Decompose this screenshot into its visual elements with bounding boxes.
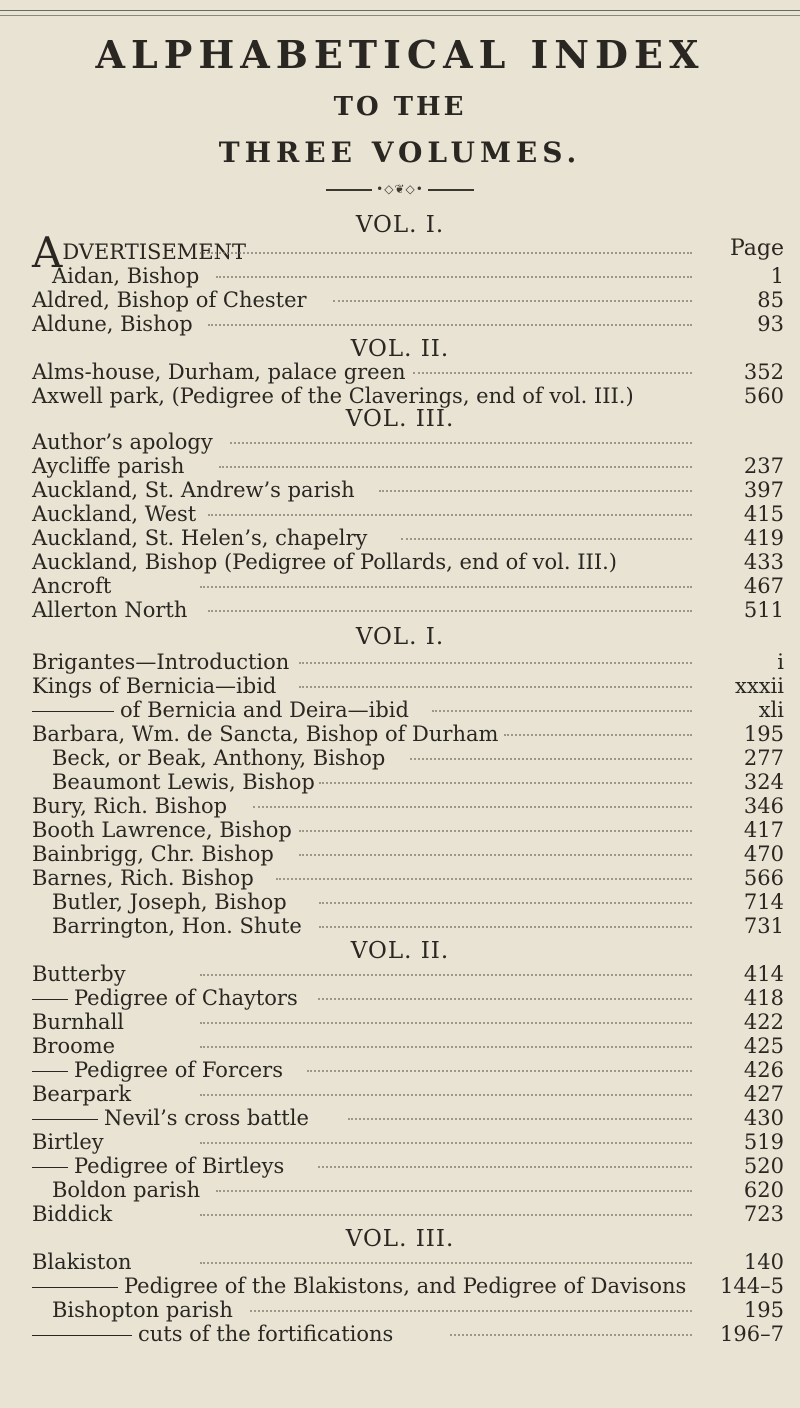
entry-label — [32, 1106, 309, 1130]
entry-page-number: 277 — [743, 746, 784, 770]
entry-text: DVERTISEMENT — [62, 240, 246, 264]
ditto-dash — [32, 1071, 68, 1072]
entry-text: Pedigree of Chaytors — [74, 986, 298, 1010]
leader-dots — [319, 926, 692, 928]
entry-page-number: 415 — [743, 502, 784, 526]
index-entry — [0, 1058, 800, 1084]
ditto-dash — [32, 1119, 98, 1120]
entry-text: Burnhall — [32, 1010, 124, 1034]
index-entry — [0, 1034, 800, 1060]
leader-dots — [401, 538, 692, 540]
entry-page-number: 467 — [743, 574, 784, 598]
entry-text: Allerton North — [32, 598, 188, 622]
entry-label — [32, 698, 409, 722]
entry-text: Booth Lawrence, Bishop — [32, 818, 292, 842]
entry-label — [52, 1178, 200, 1202]
entry-text: Butler, Joseph, Bishop — [52, 890, 287, 914]
entry-label — [32, 1274, 686, 1298]
leader-dots — [208, 610, 692, 612]
index-entry — [0, 722, 800, 748]
index-entry — [0, 1154, 800, 1180]
index-entry — [0, 1202, 800, 1228]
leader-dots — [219, 466, 692, 468]
entry-label — [32, 288, 307, 312]
entry-page-number: 520 — [743, 1154, 784, 1178]
entry-page-number: 85 — [757, 288, 784, 312]
leader-dots — [200, 1046, 692, 1048]
entry-label — [32, 430, 213, 454]
leader-dots — [216, 1190, 692, 1192]
entry-label — [52, 890, 287, 914]
entry-text: Barnes, Rich. Bishop — [32, 866, 254, 890]
entry-page-number: 346 — [743, 794, 784, 818]
entry-text: Pedigree of the Blakistons, and Pedigree of Davisons — [124, 1274, 687, 1298]
entry-text: Ancroft — [32, 574, 112, 598]
entry-page-number: 324 — [743, 770, 784, 794]
entry-page-number: 414 — [743, 962, 784, 986]
leader-dots — [250, 1310, 692, 1312]
index-entry — [0, 962, 800, 988]
entry-text: Auckland, St. Helen’s, chapelry — [32, 526, 368, 550]
leader-dots — [200, 1262, 692, 1264]
index-entry — [0, 478, 800, 504]
entry-label — [52, 746, 385, 770]
leader-dots — [208, 324, 692, 326]
entry-text: Barrington, Hon. Shute — [52, 914, 302, 938]
leader-dots — [200, 1142, 692, 1144]
entry-page-number: 714 — [743, 890, 784, 914]
entry-page-number: 430 — [743, 1106, 784, 1130]
leader-dots — [200, 974, 692, 976]
entry-text: Biddick — [32, 1202, 113, 1226]
entry-page-number: 433 — [743, 550, 784, 574]
entry-label — [32, 986, 298, 1010]
entry-text: Pedigree of Forcers — [74, 1058, 283, 1082]
ditto-dash — [32, 999, 68, 1000]
entry-label — [32, 866, 254, 890]
entry-text: Beck, or Beak, Anthony, Bishop — [52, 746, 386, 770]
leader-dots — [200, 1022, 692, 1024]
index-entry — [0, 550, 800, 576]
index-entry — [0, 866, 800, 892]
index-entry — [0, 598, 800, 624]
entry-text: Auckland, Bishop (Pedigree of Pollards, end of vol. III.) — [32, 550, 617, 574]
volume-heading: VOL. I. — [355, 624, 445, 650]
entry-page-number: i — [777, 650, 784, 674]
leader-dots — [208, 514, 692, 516]
entry-label — [32, 650, 289, 674]
entry-label — [32, 818, 292, 842]
entry-page-number: 620 — [743, 1178, 784, 1202]
entry-label — [32, 1034, 115, 1058]
ditto-dash — [32, 1287, 118, 1288]
leader-dots — [318, 998, 692, 1000]
page-subtitle-volumes: THREE VOLUMES. — [218, 136, 582, 169]
index-entry — [0, 794, 800, 820]
leader-dots — [299, 830, 692, 832]
entry-text: Bearpark — [32, 1082, 132, 1106]
ornament-divider: •◇❦◇• — [0, 182, 800, 196]
entry-label — [32, 384, 634, 408]
entry-page-number: 422 — [743, 1010, 784, 1034]
entry-page-number: 352 — [743, 360, 784, 384]
index-entry — [0, 746, 800, 772]
entry-text: Aldred, Bishop of Chester — [32, 288, 307, 312]
leader-dots — [253, 806, 692, 808]
entry-page-number: 93 — [757, 312, 784, 336]
entry-label — [32, 1322, 393, 1346]
entry-page-number: 140 — [743, 1250, 784, 1274]
volume-heading: VOL. II. — [350, 336, 450, 362]
entry-label — [32, 598, 187, 622]
leader-dots — [318, 1166, 692, 1168]
entry-text: Auckland, West — [32, 502, 197, 526]
index-entry — [0, 430, 800, 456]
entry-label — [32, 842, 274, 866]
ditto-dash — [32, 1167, 68, 1168]
leader-dots — [410, 758, 692, 760]
entry-text: Axwell park, (Pedigree of the Claverings, end of vol. III.) — [32, 384, 634, 408]
index-entry — [0, 674, 800, 700]
entry-label — [32, 1010, 124, 1034]
index-entry — [0, 890, 800, 916]
ditto-dash — [32, 1335, 132, 1336]
leader-dots — [299, 854, 692, 856]
leader-dots — [307, 1070, 692, 1072]
volume-heading: VOL. III. — [345, 1226, 455, 1252]
leader-dots — [379, 490, 692, 492]
entry-text: Alms-house, Durham, palace green — [32, 360, 406, 384]
index-entry — [0, 1106, 800, 1132]
index-entry — [0, 1178, 800, 1204]
leader-dots — [504, 734, 692, 736]
entry-label — [32, 360, 406, 384]
entry-page-number: 1 — [770, 264, 784, 288]
index-entry — [0, 698, 800, 724]
entry-label — [32, 550, 617, 574]
entry-text: Bainbrigg, Chr. Bishop — [32, 842, 274, 866]
volume-heading: VOL. III. — [345, 406, 455, 432]
leader-dots — [413, 372, 692, 374]
entry-label — [52, 1298, 233, 1322]
entry-text: Beaumont Lewis, Bishop — [52, 770, 315, 794]
entry-page-number: 144–5 — [720, 1274, 784, 1298]
entry-page-number: 195 — [743, 722, 784, 746]
entry-page-number: xxxii — [735, 674, 784, 698]
index-entry — [0, 526, 800, 552]
leader-dots — [299, 686, 692, 688]
entry-label — [32, 794, 227, 818]
leader-dots — [200, 586, 692, 588]
entry-page-number: 417 — [743, 818, 784, 842]
page-column-heading: Page — [729, 236, 784, 261]
entry-text: Aycliffe parish — [32, 454, 185, 478]
leader-dots — [230, 442, 692, 444]
entry-text: Bury, Rich. Bishop — [32, 794, 228, 818]
entry-page-number: 723 — [743, 1202, 784, 1226]
index-entry — [0, 574, 800, 600]
entry-page-number: 195 — [743, 1298, 784, 1322]
entry-label — [32, 502, 196, 526]
entry-text: Brigantes—Introduction — [32, 650, 290, 674]
entry-text: Boldon parish — [52, 1178, 201, 1202]
entry-page-number: 731 — [743, 914, 784, 938]
leader-dots — [200, 1214, 692, 1216]
entry-text: of Bernicia and Deira—ibid — [120, 698, 409, 722]
entry-label — [32, 478, 355, 502]
index-entry — [0, 1322, 800, 1348]
index-entry — [0, 502, 800, 528]
entry-page-number: xli — [758, 698, 784, 722]
entry-text: Aidan, Bishop — [52, 264, 200, 288]
leader-dots — [276, 878, 692, 880]
index-entry — [0, 650, 800, 676]
index-entry — [0, 770, 800, 796]
index-entry — [0, 1250, 800, 1276]
entry-label — [32, 674, 276, 698]
entry-label — [32, 574, 111, 598]
entry-text: Broome — [32, 1034, 116, 1058]
entry-text: Barbara, Wm. de Sancta, Bishop of Durham — [32, 722, 499, 746]
volume-heading: VOL. II. — [350, 938, 450, 964]
entry-text: Pedigree of Birtleys — [74, 1154, 285, 1178]
entry-label — [32, 1154, 284, 1178]
index-entry — [0, 360, 800, 386]
index-entry — [0, 1274, 800, 1300]
entry-page-number: 397 — [743, 478, 784, 502]
initial-letter: A — [32, 228, 63, 277]
entry-label — [32, 1202, 112, 1226]
entry-label — [32, 1082, 131, 1106]
index-entry — [0, 1082, 800, 1108]
entry-label — [32, 962, 126, 986]
entry-page-number: 418 — [743, 986, 784, 1010]
entry-text: Auckland, St. Andrew’s parish — [32, 478, 355, 502]
entry-text: Bishopton parish — [52, 1298, 233, 1322]
entry-text: Birtley — [32, 1130, 104, 1154]
index-entry — [0, 818, 800, 844]
index-entry — [0, 264, 800, 290]
entry-label — [32, 1130, 104, 1154]
entry-page-number: 196–7 — [720, 1322, 784, 1346]
entry-page-number: 237 — [743, 454, 784, 478]
page-subtitle: TO THE — [333, 92, 467, 122]
index-entry — [0, 842, 800, 868]
index-entry — [0, 1130, 800, 1156]
leader-dots — [200, 1094, 692, 1096]
leader-dots — [348, 1118, 692, 1120]
leader-dots — [333, 300, 692, 302]
index-entry — [0, 288, 800, 314]
entry-text: Aldune, Bishop — [32, 312, 193, 336]
entry-text: Butterby — [32, 962, 126, 986]
page-title: ALPHABETICAL INDEX — [95, 32, 705, 77]
entry-page-number: 560 — [743, 384, 784, 408]
ditto-dash — [32, 711, 114, 712]
entry-text: Blakiston — [32, 1250, 132, 1274]
entry-label — [52, 914, 302, 938]
entry-label — [52, 770, 315, 794]
leader-dots — [299, 662, 692, 664]
leader-dots — [432, 710, 692, 712]
entry-page-number: 419 — [743, 526, 784, 550]
entry-page-number: 519 — [743, 1130, 784, 1154]
index-entry — [0, 1298, 800, 1324]
entry-text: cuts of the fortifications — [138, 1322, 394, 1346]
top-rule — [0, 10, 800, 16]
leader-dots — [216, 276, 692, 278]
entry-page-number: 566 — [743, 866, 784, 890]
entry-label — [32, 454, 184, 478]
entry-page-number: 425 — [743, 1034, 784, 1058]
index-entry — [0, 312, 800, 338]
entry-text: Nevil’s cross battle — [104, 1106, 309, 1130]
volume-heading: VOL. I. — [355, 212, 445, 238]
entry-label — [32, 1250, 132, 1274]
entry-label — [32, 312, 193, 336]
entry-page-number: 426 — [743, 1058, 784, 1082]
leader-dots — [319, 902, 692, 904]
entry-label — [32, 526, 367, 550]
index-entry — [0, 986, 800, 1012]
leader-dots — [319, 782, 692, 784]
entry-page-number: 511 — [743, 598, 784, 622]
entry-label — [32, 722, 498, 746]
index-entry — [0, 1010, 800, 1036]
entry-label — [32, 1058, 283, 1082]
entry-page-number: 470 — [743, 842, 784, 866]
index-entry — [0, 454, 800, 480]
index-entry — [0, 914, 800, 940]
entry-text: Kings of Bernicia—ibid — [32, 674, 277, 698]
leader-dots — [200, 252, 692, 254]
entry-text: Author’s apology — [32, 430, 213, 454]
leader-dots — [450, 1334, 692, 1336]
entry-label — [52, 264, 199, 288]
entry-page-number: 427 — [743, 1082, 784, 1106]
